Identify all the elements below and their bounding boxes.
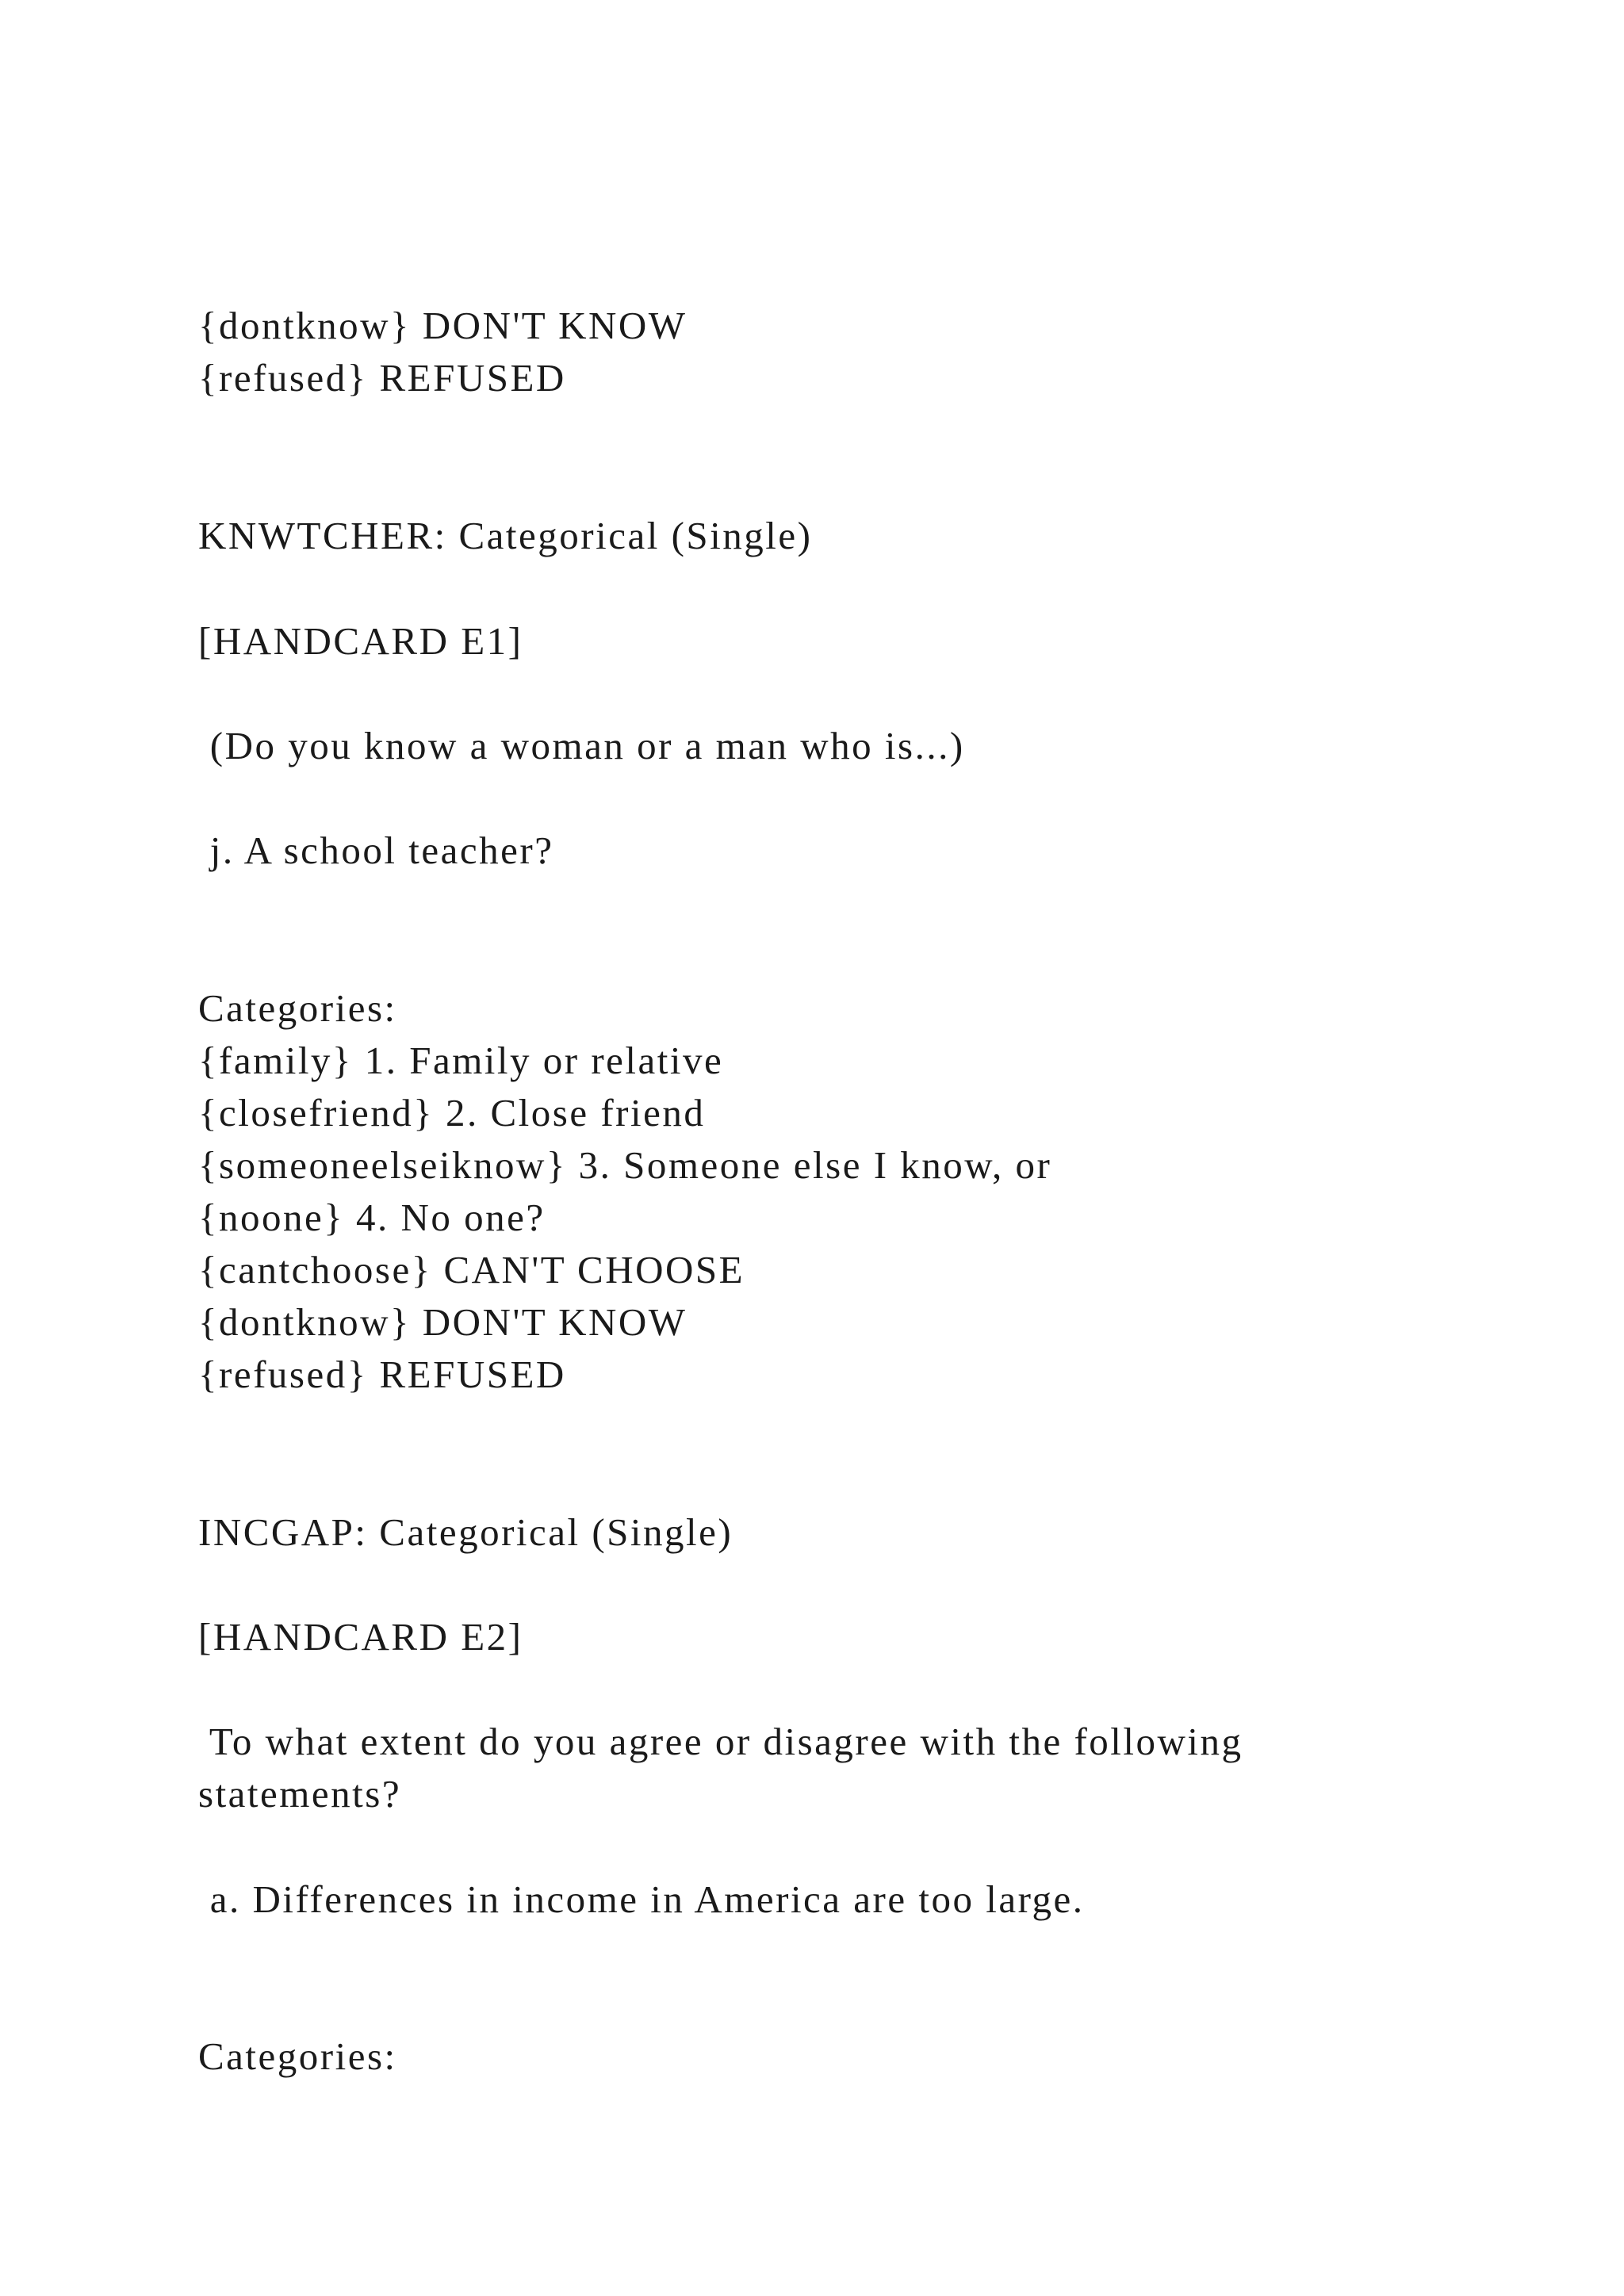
category-option: {noone} 4. No one? [198, 1196, 546, 1239]
question-prompt: To what extent do you agree or disagree with the following [198, 1720, 1243, 1763]
question-item: a. Differences in income in America are too large. [198, 1877, 1085, 1921]
question-header: INCGAP: Categorical (Single) [198, 1510, 733, 1554]
handcard-label: [HANDCARD E2] [198, 1615, 523, 1659]
category-option: {refused} REFUSED [198, 1353, 566, 1396]
question-prompt-continued: statements? [198, 1772, 402, 1816]
category-option: {dontknow} DON'T KNOW [198, 1300, 688, 1344]
category-option: {closefriend} 2. Close friend [198, 1091, 706, 1135]
question-prompt: (Do you know a woman or a man who is...) [198, 724, 965, 767]
question-header: KNWTCHER: Categorical (Single) [198, 514, 813, 557]
option-refused: {refused} REFUSED [198, 356, 566, 400]
categories-label: Categories: [198, 986, 397, 1030]
categories-label: Categories: [198, 2034, 397, 2078]
question-item: j. A school teacher? [198, 828, 554, 872]
category-option: {cantchoose} CAN'T CHOOSE [198, 1248, 745, 1292]
category-option: {someoneelseiknow} 3. Someone else I know, or [198, 1143, 1052, 1187]
category-option: {family} 1. Family or relative [198, 1039, 724, 1082]
option-dontknow: {dontknow} DON'T KNOW [198, 304, 688, 347]
handcard-label: [HANDCARD E1] [198, 619, 523, 663]
